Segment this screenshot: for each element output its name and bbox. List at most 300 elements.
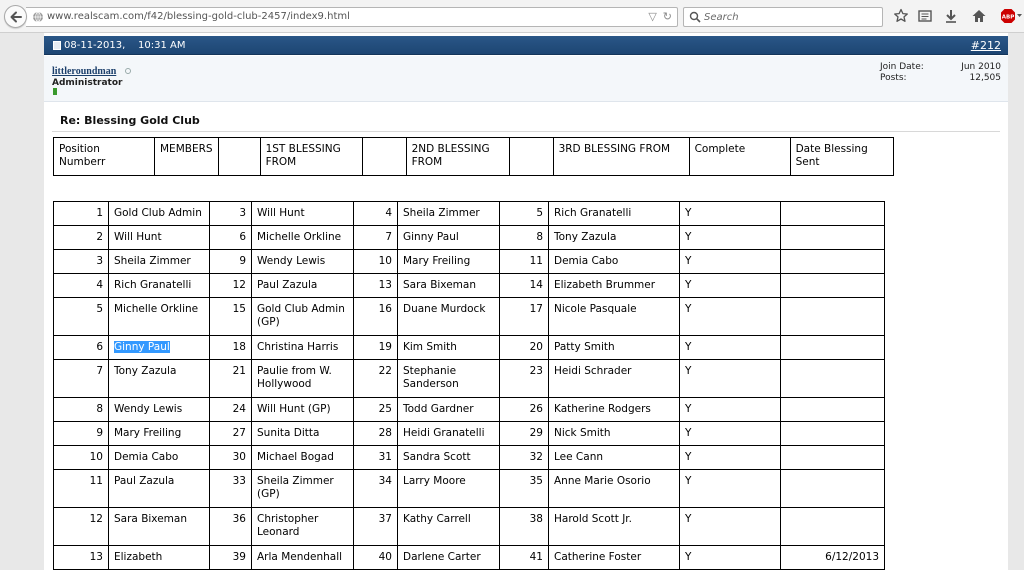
user-title: Administrator xyxy=(52,78,123,88)
third-blessing-cell xyxy=(549,546,680,570)
position-cell xyxy=(210,398,252,422)
third-blessing-cell-text: Harold Scott Jr. xyxy=(554,513,632,525)
position-cell xyxy=(54,298,109,336)
second-blessing-cell xyxy=(398,298,500,336)
second-blessing-cell-text: Mary Freiling xyxy=(403,255,471,267)
member-cell-text: Paul Zazula xyxy=(114,475,175,487)
member-cell-text: Wendy Lewis xyxy=(114,403,183,415)
third-blessing-cell-text: Anne Marie Osorio xyxy=(554,475,651,487)
member-cell xyxy=(109,226,210,250)
date-sent-cell xyxy=(781,446,885,470)
member-cell xyxy=(109,470,210,508)
position-cell xyxy=(54,360,109,398)
position-cell xyxy=(210,226,252,250)
position-cell xyxy=(54,508,109,546)
complete-cell-text: Y xyxy=(685,427,692,439)
complete-cell-text: Y xyxy=(685,279,692,291)
position-cell-text: 18 xyxy=(232,341,246,353)
position-cell-text: 29 xyxy=(529,427,543,439)
first-blessing-cell xyxy=(252,360,354,398)
first-blessing-cell-text: Michelle Orkline xyxy=(257,231,342,243)
member-cell xyxy=(109,298,210,336)
table-row xyxy=(54,446,885,470)
second-blessing-cell-text: Ginny Paul xyxy=(403,231,459,243)
date-sent-cell xyxy=(781,422,885,446)
position-cell-text: 9 xyxy=(239,255,246,267)
position-cell xyxy=(54,470,109,508)
date-sent-cell xyxy=(781,336,885,360)
third-blessing-cell-text: Catherine Foster xyxy=(554,551,642,563)
browser-toolbar xyxy=(0,0,1024,33)
date-sent-cell xyxy=(781,298,885,336)
user-info-panel xyxy=(44,56,1008,102)
adblock-icon[interactable] xyxy=(1000,8,1022,24)
post-datetime xyxy=(64,40,185,51)
position-cell-text: 28 xyxy=(378,427,392,439)
complete-cell-text: Y xyxy=(685,551,692,563)
position-cell xyxy=(500,274,549,298)
date-sent-cell xyxy=(781,274,885,298)
second-blessing-cell xyxy=(398,470,500,508)
position-cell-text: 23 xyxy=(529,365,543,377)
position-cell-text: 16 xyxy=(378,303,392,315)
complete-cell xyxy=(680,546,781,570)
complete-cell xyxy=(680,226,781,250)
complete-cell-text: Y xyxy=(685,255,692,267)
date-sent-cell xyxy=(781,398,885,422)
second-blessing-cell xyxy=(398,398,500,422)
header-cell xyxy=(362,138,406,176)
table-row xyxy=(54,274,885,298)
title-divider xyxy=(52,131,1000,132)
position-cell-text: 37 xyxy=(378,513,392,525)
position-cell-text: 10 xyxy=(89,451,103,463)
member-cell-text: Elizabeth xyxy=(114,551,163,563)
complete-cell-text: Y xyxy=(685,341,692,353)
third-blessing-cell-text: Nick Smith xyxy=(554,427,611,439)
back-button[interactable] xyxy=(4,5,27,28)
position-cell-text: 13 xyxy=(89,551,103,563)
position-cell xyxy=(354,422,398,446)
position-cell xyxy=(210,422,252,446)
third-blessing-cell xyxy=(549,226,680,250)
header-cell: 1ST BLESSING FROM xyxy=(260,138,362,176)
home-icon[interactable] xyxy=(971,8,987,24)
second-blessing-cell xyxy=(398,446,500,470)
post-number-link[interactable]: #212 xyxy=(970,39,1001,52)
position-cell-text: 31 xyxy=(378,451,392,463)
url-bar[interactable] xyxy=(26,7,678,27)
complete-cell xyxy=(680,398,781,422)
member-cell-text: Sheila Zimmer xyxy=(114,255,191,267)
table-row xyxy=(54,226,885,250)
join-date-label: Join Date: xyxy=(880,62,924,72)
position-cell-text: 7 xyxy=(385,231,392,243)
first-blessing-cell-text: Sheila Zimmer (GP) xyxy=(257,475,334,500)
second-blessing-cell-text: Duane Murdock xyxy=(403,303,486,315)
position-cell-text: 6 xyxy=(239,231,246,243)
third-blessing-cell xyxy=(549,446,680,470)
second-blessing-cell xyxy=(398,360,500,398)
position-cell xyxy=(500,508,549,546)
complete-cell xyxy=(680,250,781,274)
second-blessing-cell-text: Stephanie Sanderson xyxy=(403,365,459,390)
position-cell xyxy=(354,336,398,360)
offline-status-icon xyxy=(125,68,131,74)
member-cell xyxy=(109,202,210,226)
position-cell-text: 34 xyxy=(378,475,392,487)
position-cell-text: 9 xyxy=(96,427,103,439)
position-cell-text: 13 xyxy=(378,279,392,291)
position-cell-text: 11 xyxy=(89,475,103,487)
first-blessing-cell-text: Will Hunt (GP) xyxy=(257,403,331,415)
third-blessing-cell xyxy=(549,298,680,336)
globe-icon xyxy=(32,11,44,23)
third-blessing-cell-text: Demia Cabo xyxy=(554,255,619,267)
member-cell-text: Demia Cabo xyxy=(114,451,179,463)
position-cell xyxy=(354,360,398,398)
position-cell xyxy=(500,250,549,274)
first-blessing-cell-text: Gold Club Admin (GP) xyxy=(257,303,345,328)
member-cell-text: Tony Zazula xyxy=(114,365,177,377)
position-cell xyxy=(210,508,252,546)
member-cell xyxy=(109,250,210,274)
header-cell: Position Numberr xyxy=(54,138,155,176)
position-cell xyxy=(500,546,549,570)
first-blessing-cell xyxy=(252,398,354,422)
position-cell-text: 33 xyxy=(232,475,246,487)
table-row xyxy=(54,470,885,508)
position-cell-text: 39 xyxy=(232,551,246,563)
date-sent-cell-text: 6/12/2013 xyxy=(825,551,879,563)
position-cell-text: 4 xyxy=(96,279,103,291)
position-cell xyxy=(210,274,252,298)
complete-cell xyxy=(680,274,781,298)
position-cell-text: 38 xyxy=(529,513,543,525)
complete-cell-text: Y xyxy=(685,231,692,243)
third-blessing-cell-text: Katherine Rodgers xyxy=(554,403,651,415)
position-cell xyxy=(354,298,398,336)
posts-value: 12,505 xyxy=(969,73,1001,83)
position-cell xyxy=(354,508,398,546)
third-blessing-cell-text: Heidi Schrader xyxy=(554,365,632,377)
first-blessing-cell xyxy=(252,546,354,570)
third-blessing-cell xyxy=(549,250,680,274)
header-cell: 2ND BLESSING FROM xyxy=(406,138,509,176)
third-blessing-cell xyxy=(549,398,680,422)
position-cell-text: 8 xyxy=(536,231,543,243)
first-blessing-cell-text: Christina Harris xyxy=(257,341,339,353)
position-cell xyxy=(500,422,549,446)
date-sent-cell xyxy=(781,546,885,570)
third-blessing-cell xyxy=(549,202,680,226)
position-cell xyxy=(54,250,109,274)
complete-cell-text: Y xyxy=(685,475,692,487)
complete-cell xyxy=(680,446,781,470)
position-cell-text: 32 xyxy=(529,451,543,463)
complete-cell xyxy=(680,360,781,398)
first-blessing-cell xyxy=(252,336,354,360)
complete-cell-text: Y xyxy=(685,451,692,463)
header-cell xyxy=(509,138,553,176)
first-blessing-cell xyxy=(252,202,354,226)
reputation-icon xyxy=(53,88,57,95)
table-row xyxy=(54,360,885,398)
position-cell-text: 14 xyxy=(529,279,543,291)
search-icon xyxy=(689,11,701,23)
complete-cell xyxy=(680,202,781,226)
first-blessing-cell xyxy=(252,298,354,336)
header-table xyxy=(53,137,894,176)
third-blessing-cell-text: Lee Cann xyxy=(554,451,603,463)
header-row xyxy=(54,138,894,176)
position-cell-text: 26 xyxy=(529,403,543,415)
complete-cell-text: Y xyxy=(685,365,692,377)
header-cell: 3RD BLESSING FROM xyxy=(553,138,689,176)
position-cell-text: 12 xyxy=(89,513,103,525)
position-cell-text: 20 xyxy=(529,341,543,353)
first-blessing-cell-text: Wendy Lewis xyxy=(257,255,326,267)
member-cell xyxy=(109,398,210,422)
second-blessing-cell xyxy=(398,422,500,446)
member-cell-text: Gold Club Admin xyxy=(114,207,202,219)
position-cell xyxy=(354,250,398,274)
position-cell-text: 25 xyxy=(378,403,392,415)
position-cell xyxy=(54,398,109,422)
position-cell xyxy=(210,202,252,226)
post-title: Re: Blessing Gold Club xyxy=(60,114,200,127)
table-row xyxy=(54,508,885,546)
complete-cell xyxy=(680,508,781,546)
first-blessing-cell-text: Paul Zazula xyxy=(257,279,318,291)
position-cell-text: 2 xyxy=(96,231,103,243)
position-cell-text: 3 xyxy=(239,207,246,219)
member-cell xyxy=(109,508,210,546)
position-cell-text: 35 xyxy=(529,475,543,487)
position-cell-text: 1 xyxy=(96,207,103,219)
position-cell xyxy=(500,446,549,470)
position-cell-text: 30 xyxy=(232,451,246,463)
position-cell xyxy=(54,202,109,226)
date-sent-cell xyxy=(781,360,885,398)
third-blessing-cell-text: Rich Granatelli xyxy=(554,207,632,219)
posts-label: Posts: xyxy=(880,73,907,83)
second-blessing-cell-text: Kathy Carrell xyxy=(403,513,471,525)
table-row xyxy=(54,336,885,360)
position-cell-text: 7 xyxy=(96,365,103,377)
first-blessing-cell-text: Christopher Leonard xyxy=(257,513,319,538)
member-cell xyxy=(109,446,210,470)
table-row xyxy=(54,250,885,274)
third-blessing-cell xyxy=(549,422,680,446)
position-cell-text: 3 xyxy=(96,255,103,267)
second-blessing-cell xyxy=(398,336,500,360)
position-cell xyxy=(354,202,398,226)
second-blessing-cell xyxy=(398,202,500,226)
position-cell-text: 4 xyxy=(385,207,392,219)
search-bar[interactable] xyxy=(683,7,883,27)
third-blessing-cell-text: Patty Smith xyxy=(554,341,615,353)
member-cell xyxy=(109,274,210,298)
position-cell xyxy=(210,360,252,398)
first-blessing-cell xyxy=(252,422,354,446)
third-blessing-cell-text: Nicole Pasquale xyxy=(554,303,637,315)
position-cell xyxy=(354,446,398,470)
position-cell-text: 15 xyxy=(232,303,246,315)
position-cell-text: 5 xyxy=(536,207,543,219)
position-cell-text: 27 xyxy=(232,427,246,439)
first-blessing-cell xyxy=(252,446,354,470)
user-stats xyxy=(880,62,1001,84)
table-row xyxy=(54,398,885,422)
position-cell-text: 40 xyxy=(378,551,392,563)
position-cell xyxy=(210,446,252,470)
url-text[interactable]: www.realscam.com/f42/blessing-gold-club-2457/index9.html xyxy=(47,11,350,22)
position-cell xyxy=(210,298,252,336)
position-cell xyxy=(354,398,398,422)
second-blessing-cell-text: Kim Smith xyxy=(403,341,457,353)
second-blessing-cell-text: Sandra Scott xyxy=(403,451,471,463)
member-cell-text: Michelle Orkline xyxy=(114,303,199,315)
complete-cell-text: Y xyxy=(685,303,692,315)
position-cell-text: 36 xyxy=(232,513,246,525)
member-cell xyxy=(109,336,210,360)
member-cell xyxy=(109,360,210,398)
member-cell-text: Rich Granatelli xyxy=(114,279,192,291)
second-blessing-cell xyxy=(398,250,500,274)
position-cell-text: 22 xyxy=(378,365,392,377)
third-blessing-cell xyxy=(549,360,680,398)
header-cell: Complete xyxy=(689,138,790,176)
position-cell xyxy=(500,360,549,398)
header-cell xyxy=(218,138,260,176)
position-cell xyxy=(54,226,109,250)
complete-cell-text: Y xyxy=(685,513,692,525)
third-blessing-cell-text: Tony Zazula xyxy=(554,231,617,243)
complete-cell xyxy=(680,422,781,446)
third-blessing-cell xyxy=(549,508,680,546)
selected-text: Ginny Paul xyxy=(114,341,170,353)
second-blessing-cell-text: Todd Gardner xyxy=(403,403,474,415)
search-input[interactable] xyxy=(704,10,874,24)
second-blessing-cell-text: Larry Moore xyxy=(403,475,466,487)
position-cell-text: 5 xyxy=(96,303,103,315)
position-cell xyxy=(210,546,252,570)
first-blessing-cell xyxy=(252,250,354,274)
position-cell xyxy=(54,422,109,446)
complete-cell xyxy=(680,298,781,336)
third-blessing-cell xyxy=(549,274,680,298)
position-cell xyxy=(54,546,109,570)
position-cell-text: 12 xyxy=(232,279,246,291)
first-blessing-cell xyxy=(252,508,354,546)
blessing-table xyxy=(53,201,885,570)
first-blessing-cell xyxy=(252,226,354,250)
position-cell-text: 11 xyxy=(529,255,543,267)
position-cell xyxy=(354,470,398,508)
first-blessing-cell-text: Arla Mendenhall xyxy=(257,551,343,563)
complete-cell-text: Y xyxy=(685,403,692,415)
date-sent-cell xyxy=(781,226,885,250)
position-cell-text: 21 xyxy=(232,365,246,377)
post-icon xyxy=(53,41,61,50)
username-link[interactable]: littleroundman xyxy=(52,66,117,77)
third-blessing-cell xyxy=(549,470,680,508)
second-blessing-cell-text: Heidi Granatelli xyxy=(403,427,485,439)
date-sent-cell xyxy=(781,202,885,226)
first-blessing-cell xyxy=(252,274,354,298)
header-cell: MEMBERS xyxy=(155,138,219,176)
position-cell xyxy=(500,226,549,250)
position-cell xyxy=(500,202,549,226)
table-row xyxy=(54,546,885,570)
third-blessing-cell-text: Elizabeth Brummer xyxy=(554,279,656,291)
position-cell xyxy=(354,546,398,570)
post-header-bar xyxy=(44,36,1008,55)
post-date: 08-11-2013, xyxy=(64,40,126,51)
dropdown-icon[interactable]: ▽ xyxy=(648,10,657,23)
position-cell-text: 8 xyxy=(96,403,103,415)
position-cell-text: 24 xyxy=(232,403,246,415)
complete-cell xyxy=(680,470,781,508)
reading-list-icon[interactable] xyxy=(917,8,933,24)
position-cell xyxy=(210,470,252,508)
position-cell xyxy=(54,274,109,298)
second-blessing-cell xyxy=(398,226,500,250)
complete-cell-text: Y xyxy=(685,207,692,219)
bookmark-star-icon[interactable] xyxy=(893,8,909,24)
second-blessing-cell-text: Darlene Carter xyxy=(403,551,481,563)
reload-icon[interactable]: ↻ xyxy=(662,10,672,23)
first-blessing-cell-text: Michael Bogad xyxy=(257,451,334,463)
position-cell xyxy=(54,336,109,360)
position-cell-text: 41 xyxy=(529,551,543,563)
position-cell xyxy=(500,298,549,336)
position-cell-text: 10 xyxy=(378,255,392,267)
adblock-label: ABP xyxy=(1001,14,1015,21)
first-blessing-cell-text: Will Hunt xyxy=(257,207,305,219)
position-cell-text: 19 xyxy=(378,341,392,353)
third-blessing-cell xyxy=(549,336,680,360)
member-cell-text: Mary Freiling xyxy=(114,427,182,439)
member-cell-text: Will Hunt xyxy=(114,231,162,243)
back-arrow-icon xyxy=(9,10,23,24)
complete-cell xyxy=(680,336,781,360)
position-cell xyxy=(354,274,398,298)
join-date-value: Jun 2010 xyxy=(961,62,1001,72)
position-cell xyxy=(210,250,252,274)
position-cell xyxy=(354,226,398,250)
second-blessing-cell-text: Sheila Zimmer xyxy=(403,207,480,219)
position-cell xyxy=(210,336,252,360)
member-cell-text: Sara Bixeman xyxy=(114,513,187,525)
second-blessing-cell xyxy=(398,274,500,298)
position-cell-text: 6 xyxy=(96,341,103,353)
position-cell xyxy=(54,446,109,470)
table-row xyxy=(54,298,885,336)
position-cell xyxy=(500,336,549,360)
member-cell xyxy=(109,422,210,446)
second-blessing-cell-text: Sara Bixeman xyxy=(403,279,476,291)
table-row xyxy=(54,422,885,446)
position-cell xyxy=(500,470,549,508)
position-cell xyxy=(500,398,549,422)
member-cell xyxy=(109,546,210,570)
first-blessing-cell-text: Sunita Ditta xyxy=(257,427,320,439)
first-blessing-cell xyxy=(252,470,354,508)
first-blessing-cell-text: Paulie from W. Hollywood xyxy=(257,365,332,390)
download-icon[interactable] xyxy=(943,8,959,24)
